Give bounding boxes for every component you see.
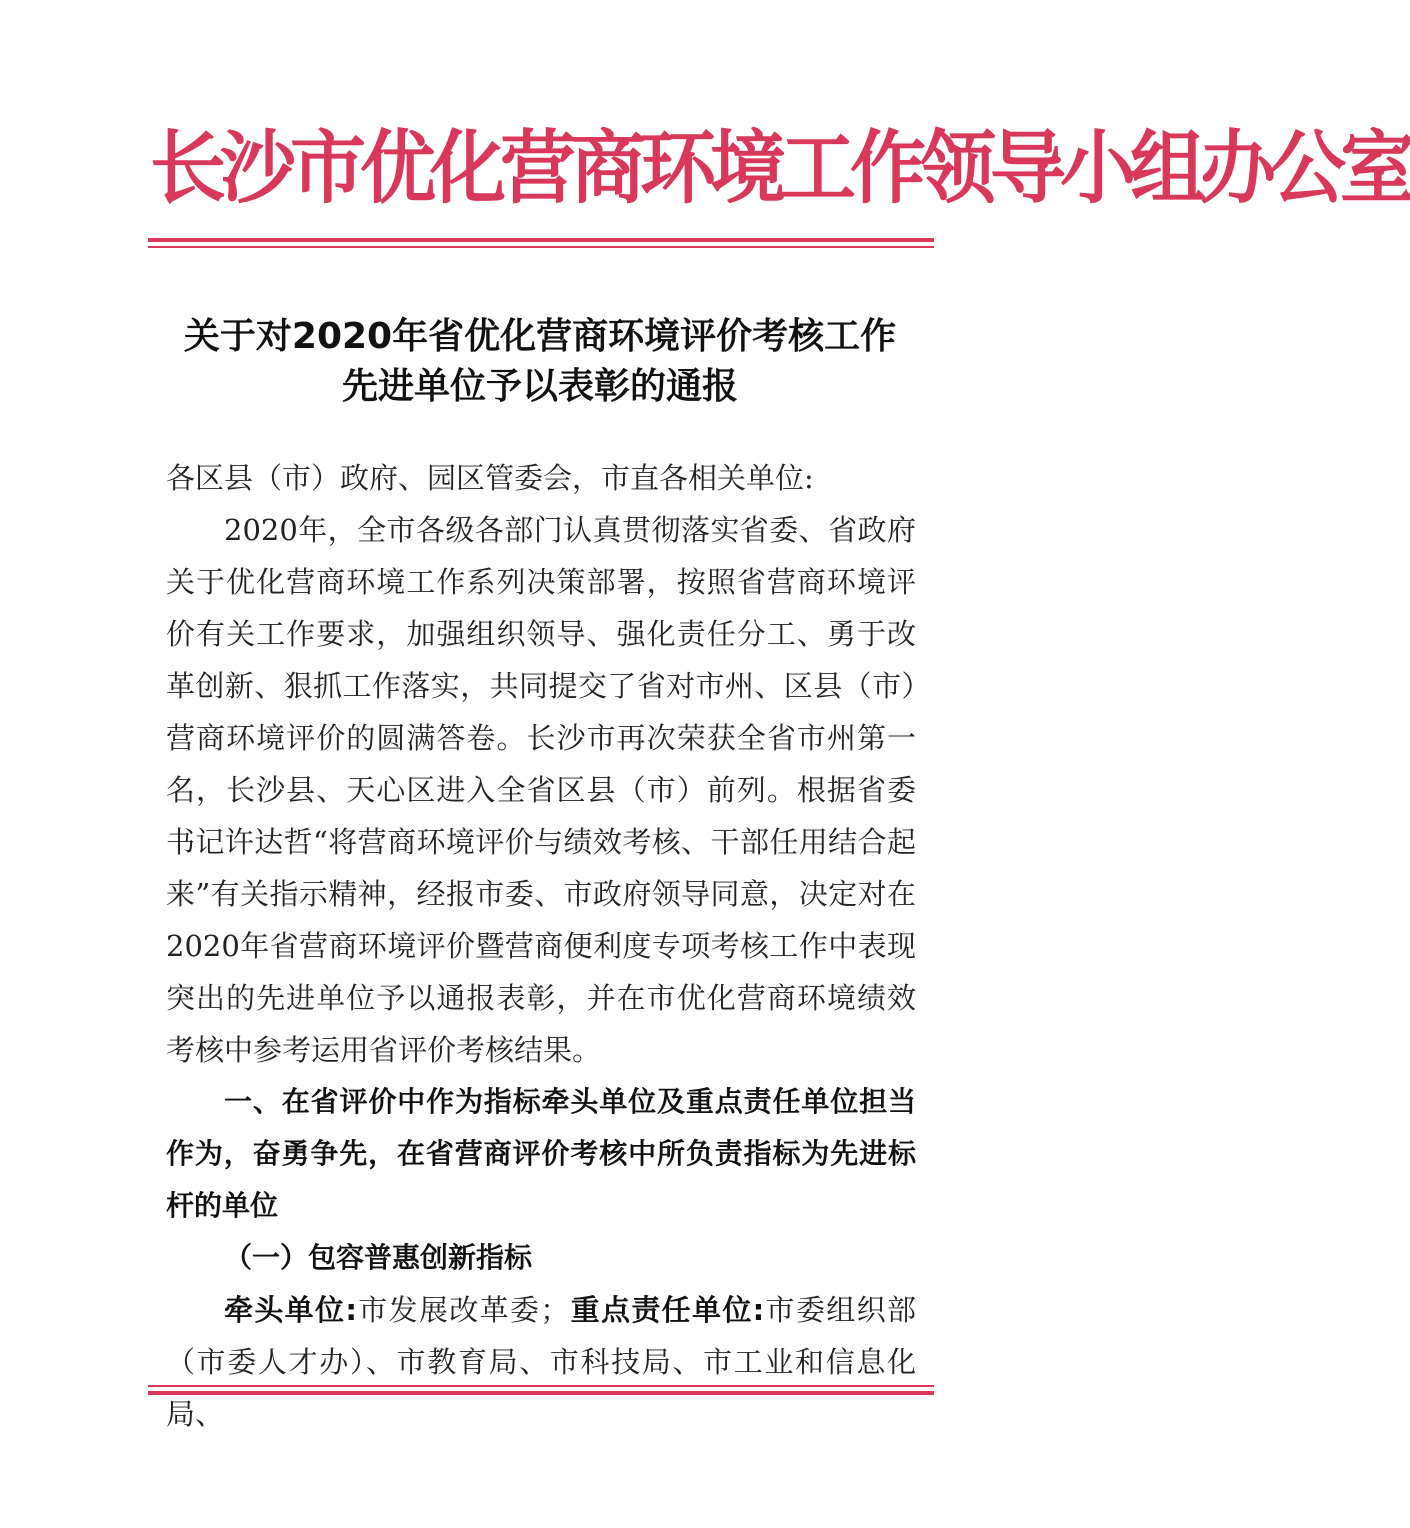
salutation: 各区县（市）政府、园区管委会，市直各相关单位: — [166, 461, 814, 495]
issuer-red-header: 长沙市优化营商环境工作领导小组办公室 — [150, 120, 1410, 215]
section-heading-1: 一、在省评价中作为指标牵头单位及重点责任单位担当作为，奋勇争先，在省营商评价考核中所负责指标为先进标杆的单位 — [166, 1085, 916, 1222]
lead-unit-label: 牵头单位: — [224, 1293, 357, 1327]
header-divider — [148, 238, 934, 248]
key-unit-value: 市委组织部（市委人才办）、市教育局、市科技局、市工业和信息化局、 — [166, 1293, 916, 1431]
lead-unit-value: 市发展改革委； — [356, 1293, 570, 1327]
subsection-heading-1: （一）包容普惠创新指标 — [224, 1241, 533, 1274]
header-divider-thick — [148, 238, 934, 242]
responsible-units-paragraph — [166, 1284, 916, 1440]
footer-divider-thin — [148, 1385, 934, 1387]
document-title-line2: 先进单位予以表彰的通报 — [341, 366, 738, 407]
footer-divider-thick — [148, 1391, 934, 1395]
document-body — [166, 452, 916, 1440]
key-unit-label: 重点责任单位: — [569, 1293, 765, 1327]
body-paragraph-1: 2020年，全市各级各部门认真贯彻落实省委、省政府关于优化营商环境工作系列决策部署，按照省营商环境评价有关工作要求，加强组织领导、强化责任分工、勇于改革创新、狠抓工作落实，共同提交了省对市州、区县（市）营商环境评价的圆满答卷。长沙市再次荣获全省市州第一名，长沙县、天心区进入全省区县（市）前列。根据省委书记许达哲“将营商环境评价与绩效考核、干部任用结合起来”有关指示精神，经报市委、市政府领导同意，决定对在2020年省营商环境评价暨营商便利度专项考核工作中表现突出的先进单位予以通报表彰，并在市优化营商环境绩效考核中参考运用省评价考核结果。 — [166, 513, 916, 1067]
document-title — [150, 312, 930, 412]
footer-divider — [148, 1385, 934, 1395]
header-divider-thin — [148, 246, 934, 248]
document-title-line1: 关于对2020年省优化营商环境评价考核工作 — [183, 316, 897, 357]
